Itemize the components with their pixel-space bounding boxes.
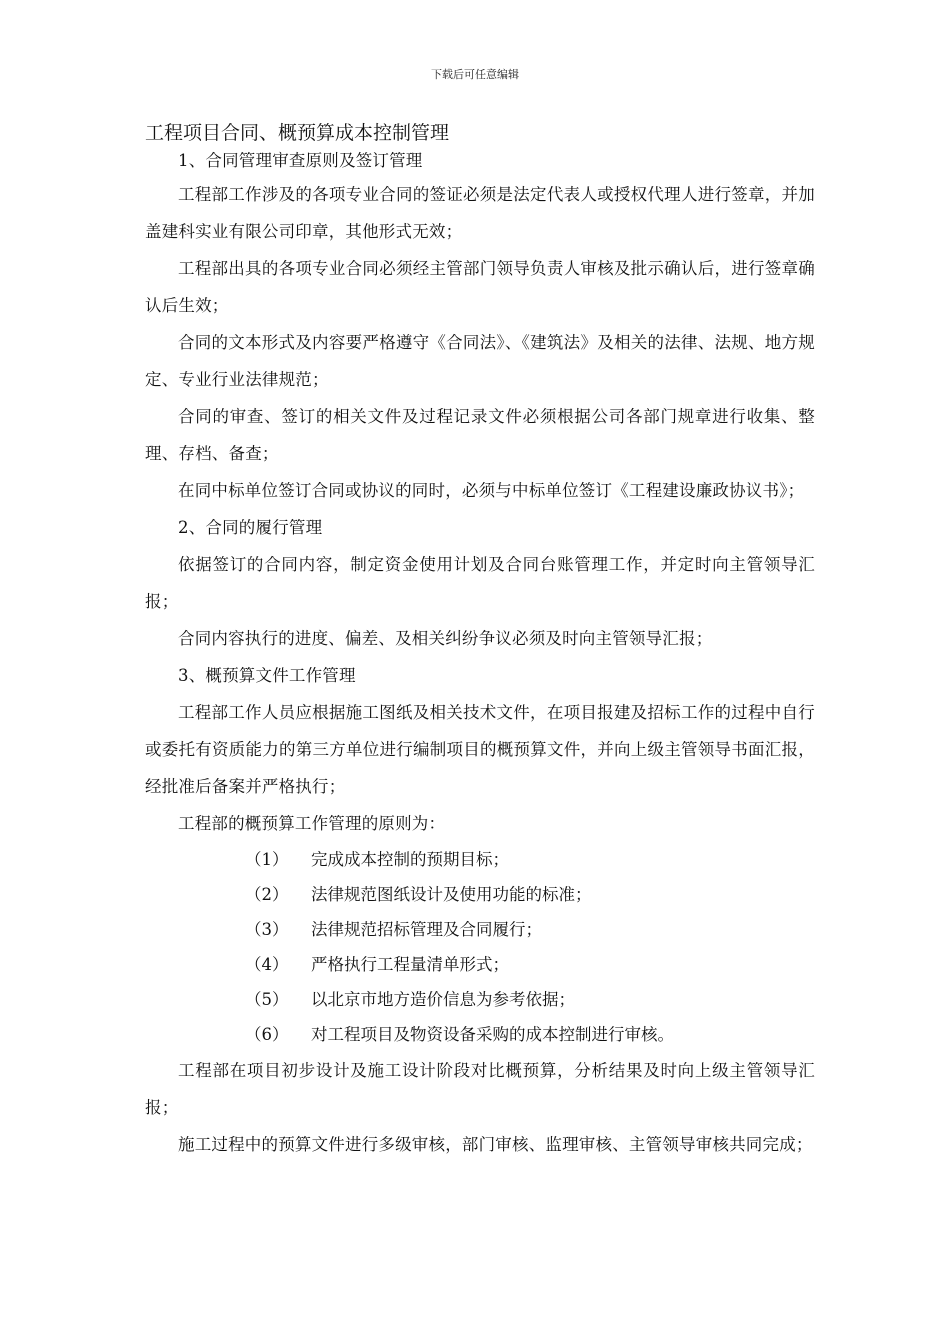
paragraph: 施工过程中的预算文件进行多级审核，部门审核、监理审核、主管领导审核共同完成； [178,1135,813,1154]
paragraph: 工程部工作涉及的各项专业合同的签证必须是法定代表人或授权代理人进行签章，并加盖建科实业有限公司印章，其他形式无效； [145,185,815,241]
list-item [145,947,815,982]
list-item-text: 以北京市地方造价信息为参考依据； [311,990,575,1009]
list-item-number: （5） [245,990,289,1009]
section-1-heading: 1、合同管理审查原则及签订管理 [178,151,423,170]
paragraph: 合同的文本形式及内容要严格遵守《合同法》、《建筑法》及相关的法律、法规、地方规定、专业行业法律规范； [145,333,815,389]
paragraph: 依据签订的合同内容，制定资金使用计划及合同台账管理工作，并定时向主管领导汇报； [145,555,815,611]
document-body [145,120,815,1163]
paragraph: 合同内容执行的进度、偏差、及相关纠纷争议必须及时向主管领导汇报； [178,629,713,648]
paragraph: 工程部工作人员应根据施工图纸及相关技术文件，在项目报建及招标工作的过程中自行或委托有资质能力的第三方单位进行编制项目的概预算文件，并向上级主管领导书面汇报，经批准后备案并严格执行； [145,703,815,796]
document-title: 工程项目合同、概预算成本控制管理 [145,122,450,144]
list-item [145,1017,815,1052]
page-header-note: 下载后可任意编辑 [431,68,519,81]
list-item-text: 完成成本控制的预期目标； [311,850,509,869]
principles-list [145,842,815,1052]
list-item-text: 法律规范招标管理及合同履行； [311,920,542,939]
list-item-number: （1） [245,850,289,869]
paragraph: 工程部在项目初步设计及施工设计阶段对比概预算，分析结果及时向上级主管领导汇报； [145,1061,815,1117]
paragraph: 工程部出具的各项专业合同必须经主管部门领导负责人审核及批示确认后，进行签章确认后生效； [145,259,815,315]
paragraph: 工程部的概预算工作管理的原则为： [178,814,446,833]
list-item [145,842,815,877]
list-item-text: 法律规范图纸设计及使用功能的标准； [311,885,592,904]
list-item-number: （4） [245,955,289,974]
list-item [145,912,815,947]
list-item-text: 对工程项目及物资设备采购的成本控制进行审核。 [311,1025,674,1044]
list-item [145,982,815,1017]
list-item-number: （6） [245,1025,289,1044]
list-item-text: 严格执行工程量清单形式； [311,955,509,974]
paragraph: 在同中标单位签订合同或协议的同时，必须与中标单位签订《工程建设廉政协议书》； [178,481,805,500]
list-item-number: （3） [245,920,289,939]
section-3-heading: 3、概预算文件工作管理 [178,666,356,685]
list-item-number: （2） [245,885,289,904]
list-item [145,877,815,912]
paragraph: 合同的审查、签订的相关文件及过程记录文件必须根据公司各部门规章进行收集、整理、存档、备查； [145,407,815,463]
section-2-heading: 2、合同的履行管理 [178,518,323,537]
